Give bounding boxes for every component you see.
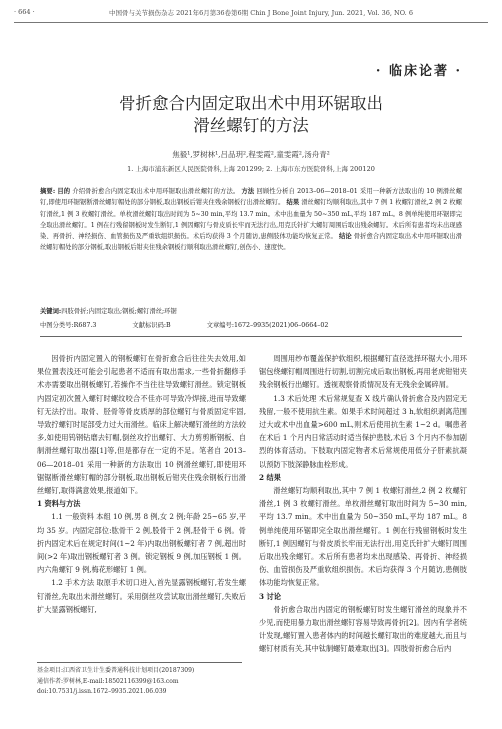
objective-label: 目的 xyxy=(57,188,71,195)
header-rule xyxy=(14,22,488,23)
title-line-1: 骨折愈合内固定取出术中用环锯取出 xyxy=(119,94,383,113)
section-heading: 1 资料与方法 xyxy=(37,499,81,509)
page-number: · 664 · xyxy=(14,8,35,16)
paragraph: 1.1 一般资料 本组 10 例,男 8 例,女 2 例;年龄 25~65 岁,平均 35 岁。内固定部位:肱骨干 2 例,股骨干 2 例,胫骨干 6 例。骨折内固定术后在规定时间(1~2 年)内取出钢板螺钉者 7 例,超出时间(>2 年)取出钢板螺钉者 3 例。锁定钢板 9 例,加压钢板 1 例。内六角螺钉 9 例,梅花形螺钉 1 例。 xyxy=(37,512,246,575)
doc-code: 文献标识码:B xyxy=(132,322,171,329)
paragraph: 1.2 手术方法 取原手术切口进入,首先显露钢板螺钉,若发生螺钉滑丝,先取出未滑丝螺钉。采用倒丝攻尝试取出滑丝螺钉,失败后扩大显露钢板螺钉, xyxy=(37,578,246,614)
title-line-2: 滑丝螺钉的方法 xyxy=(193,116,309,135)
paragraph: 骨折愈合取出内固定的钢板螺钉时发生螺钉滑丝的现象并不少见,而使用暴力取出滑丝螺钉容易导致再骨折[2]。因内有学者统计发现,螺钉置入患者体内的时间越长螺钉取出的难度越大,而且与螺钉材质有关,其中钛制螺钉最难取出[3]。四肢骨折愈合后内 xyxy=(259,604,467,654)
section-heading: 2 结果 xyxy=(259,472,281,482)
results-label: 结果 xyxy=(286,199,300,207)
results-text: 滑丝螺钉均顺利取出,其中 7 例 1 枚螺钉滑丝,2 例 2 枚螺钉滑丝,1 例 3 枚螺钉滑丝。单枚滑丝螺钉取出时间为 5~30 min,平均 13.7 min。术中出血量为 50~350 mL,平均 187 mL。8 例单纯使用环锯即完全取出滑丝螺钉。1 例在行残留钢板时发生断钉,1 例因螺钉与骨皮质长牢而无法行出,用克氏针扩大螺钉周围后取出残余螺钉。术后所有患者均未出现感染、再骨折、神经损伤、血管损伤及严重软组织损伤。术后均获得 3 个月随访,患侧肢体功能均恢复正常。 xyxy=(40,199,462,241)
right-column xyxy=(259,352,467,656)
conclusion-text: 骨折愈合内固定取出术中用环锯取出滑丝螺钉帽处的部分钢板,取出钢板后钳夹住残余钢板行顺利取出滑丝螺钉,创伤小、速度快。 xyxy=(40,233,462,252)
abstract-label: 摘要: xyxy=(40,188,56,195)
doi: doi:10.7531/j.issn.1672–9935.2021.06.039 xyxy=(37,688,167,695)
section-tag: · 临床论著 · xyxy=(375,64,462,79)
fund-note: 基金项目:江西省卫生计生委普通科技计划项目(20187309) xyxy=(37,667,195,674)
keywords xyxy=(40,306,462,315)
paragraph: 滑丝螺钉均顺利取出,其中 7 例 1 枚螺钉滑丝,2 例 2 枚螺钉滑丝,1 例 3 枚螺钉滑丝。单枚滑丝螺钉取出时间为 5~30 min,平均 13.7 min。术中出血量为 50~350 mL,平均 187 mL。8 例单纯使用环锯即完全取出滑丝螺钉。1 例在行残留钢板时发生断钉,1 例因螺钉与骨皮质长牢而无法行出,用克氏针扩大螺钉周围后取出残余螺钉。术后所有患者均未出现感染、再骨折、神经损伤、血管损伤及严重软组织损伤。术后均获得 3 个月随访,患侧肢体功能均恢复正常。 xyxy=(259,486,467,588)
affiliation: 1. 上海市浦东新区人民医院骨科,上海 201299; 2. 上海市东方医院骨科,上海 200120 xyxy=(127,165,375,173)
journal-info: 中国骨与关节损伤杂志 2021年6月第36卷第6期 Chin J Bone Joint Injury, Jun. 2021, Vol. 36, NO. 6 xyxy=(109,9,413,17)
corresponding-author: 通信作者:罗树林,E-mail:18502116399@163.com xyxy=(37,677,179,685)
keywords-value: 四肢骨折;内固定取出;钢板;螺钉滑丝;环锯 xyxy=(61,308,177,315)
classification xyxy=(40,320,462,329)
paragraph: 1.3 术后处理 术后常规复查 X 线片确认骨折愈合及内固定无残留,一般不使用抗生素。如果手术时间超过 3 h,软组织剥离范围过大或术中出血量>600 mL,则术后使用抗生素 1~2 d。嘱患者在术后 1 个月内日常活动时适当保护患肢,术后 3 个月内不参加剧烈的体育活动。下肢取内固定物者术后常规使用低分子肝素抗凝以预防下肢深静脉血栓形成。 xyxy=(259,393,467,469)
abstract-rule xyxy=(40,336,462,337)
keywords-label: 关键词: xyxy=(40,308,62,315)
left-column xyxy=(37,352,246,616)
methods-label: 方法 xyxy=(241,188,255,195)
section-heading: 3 讨论 xyxy=(259,591,281,601)
paragraph: 因骨折内固定置入的钢板螺钉在骨折愈合后往往失去效用,如果位置表浅还可能会引起患者不适而有取出需求,一些骨折翻修手术亦需要取出钢板螺钉,若操作不当往往导致螺钉滑丝。锁定钢板内固定初次置入螺钉时螺纹咬合不佳亦可导致冷焊接,进而导致螺钉无法拧出。取骨、胫骨等骨皮质厚的部位螺钉与骨质固定牢固,导致拧螺钉时尾部受力过大而滑丝。临床上解决螺钉滑丝的方法较多,如使用钨钢钻磨去钉帽,倒丝攻拧出螺钉、大力剪剪断钢板、自制滑丝螺钉取出器[1]等,但是都存在一定的不足。笔者自 2013–06—2018–01 采用一种新的方法取出 10 例滑丝螺钉,即使用环锯锯断滑丝螺钉帽的部分钢板,取出钢板后钳夹住残余钢板行出滑丝螺钉,取得满意效果,报道如下。 xyxy=(37,354,246,496)
methods-text: 回顾性分析自 2013–06—2018–01 采用一种新方法取出的 10 例滑丝螺钉,即使用环锯锯断滑丝螺钉帽处的部分钢板,取出钢板后钳夹住残余钢板行出滑丝螺钉。 xyxy=(40,188,463,207)
conclusion-label: 结论 xyxy=(338,233,352,241)
abstract xyxy=(40,186,462,254)
objective-text: 介绍骨折愈合内固定取出术中用环锯取出滑丝螺钉的方法。 xyxy=(72,188,240,195)
article-number: 文章编号:1672–9935(2021)06–0664–02 xyxy=(206,322,329,329)
clc-number: 中图分类号:R687.3 xyxy=(40,322,97,329)
paragraph: 周围用纱布覆盖保护软组织,根据螺钉直径选择环锯大小,用环锯包绕螺钉帽周围进行切割,切割完成后取出钢板,再用老虎钳钳夹残余钢板行出螺钉。透视观察骨质情况及有无残余金属碎屑。 xyxy=(259,354,467,390)
footnote xyxy=(37,662,242,698)
authors: 焦毅¹,罗树林¹,吕品玥²,程雯霞²,童雯霞²,汤舟青² xyxy=(172,150,330,159)
